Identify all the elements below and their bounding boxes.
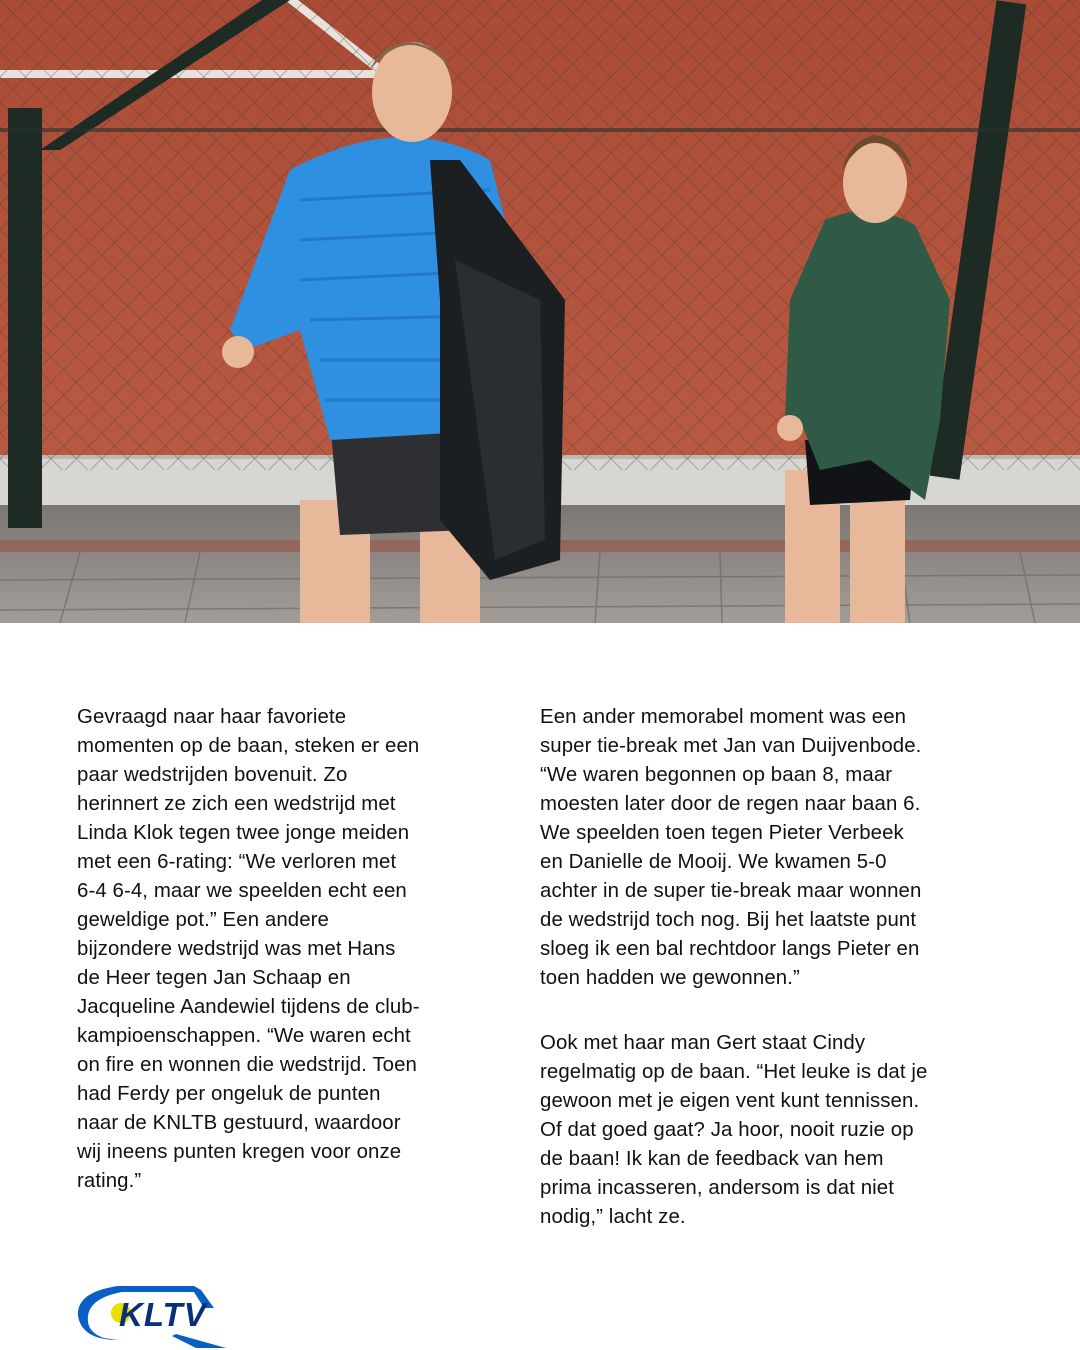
photo-two-players-walking (0, 0, 1080, 623)
article-paragraph: Een ander memorabel moment was een super tie-break met Jan van Duijvenbode. “We waren begonnen op baan 8, maar moesten later door de regen naar baan 6. We speelden toen tegen Pieter Verbeek en Danielle de Mooij. We kwamen 5-0 achter in de super tie-break maar wonnen de wedstrijd toch nog. Bij het laatste punt sloeg ik een bal rechtdoor langs Pieter en toen hadden we gewonnen.” (540, 706, 922, 989)
kltv-logo (76, 1278, 228, 1350)
article-paragraph: Ook met haar man Gert staat Cindy regelmatig op de baan. “Het leuke is dat je gewoon met je eigen vent kunt tennissen. Of dat goed gaat? Ja hoor, nooit ruzie op de baan! Ik kan de feedback van hem prima incasseren, andersom is dat niet nodig,” lacht ze. (540, 1032, 928, 1228)
header-photo (0, 0, 1080, 623)
article-paragraph: Gevraagd naar haar favoriete momenten op de baan, steken er een paar wedstrijden bovenuit. Zo herinnert ze zich een wedstrijd met Linda Klok tegen twee jonge meiden met een 6-rating: “We verloren met 6-4 6-4, maar we speelden echt een geweldige pot.” Een andere bijzondere wedstrijd was met Hans de Heer tegen Jan Schaap en Jacqueline Aandewiel tijdens de club- kampioenschappen. “We waren echt on fire en wonnen die wedstrijd. Toen had Ferdy per ongeluk de punten naar de KNLTB gestuurd, waardoor wij ineens punten kregen voor onze rating.” (77, 706, 420, 1192)
article-column-right (540, 703, 950, 1232)
article-column-left (77, 703, 477, 1196)
logo-text: KLTV (119, 1296, 207, 1333)
